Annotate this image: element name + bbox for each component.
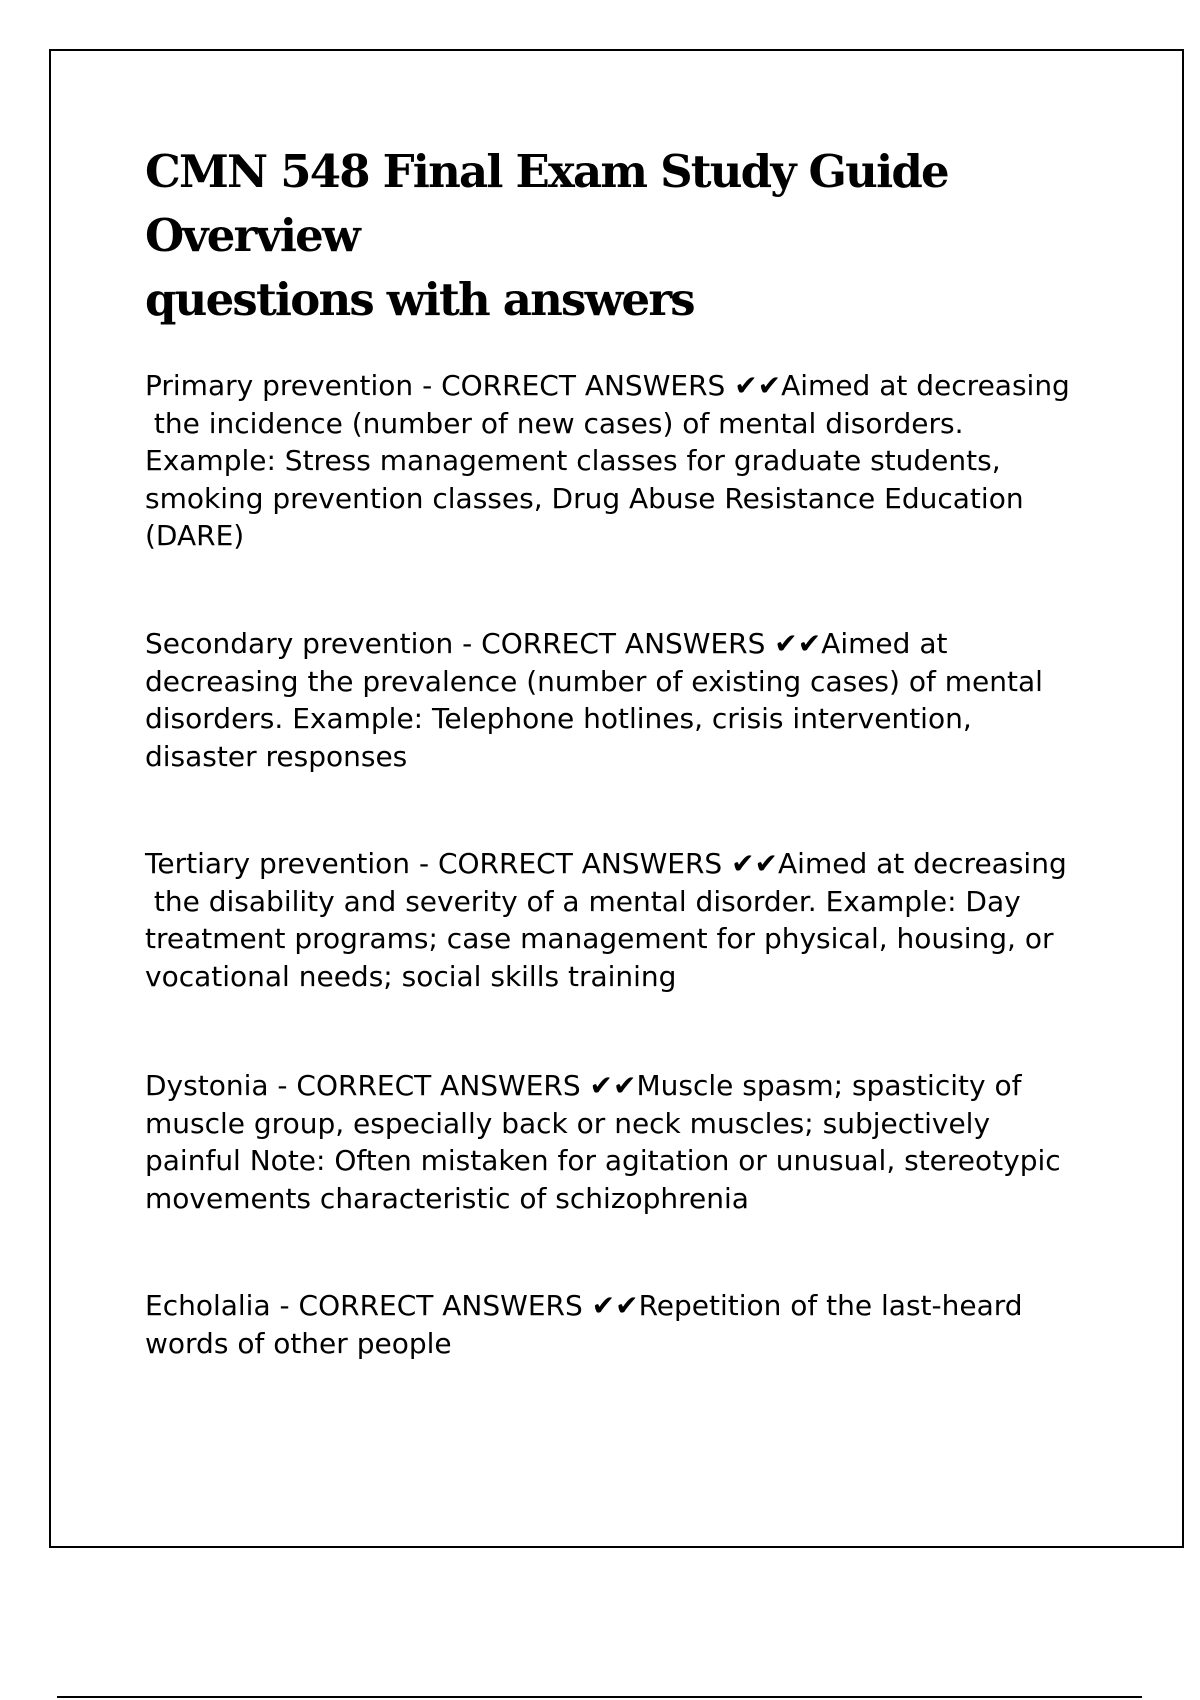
title-line-2: questions with answers (145, 273, 694, 326)
entry-line: words of other people (145, 1326, 452, 1360)
qa-entry-dystonia (145, 1067, 1105, 1217)
entry-line: Primary prevention - CORRECT ANSWERS ✔✔Aimed at decreasing (145, 369, 1070, 402)
document-title (145, 140, 1105, 332)
qa-entry-primary-prevention (145, 367, 1105, 555)
entry-line: treatment programs; case management for physical, housing, or (145, 922, 1054, 955)
footer-divider (57, 1696, 1142, 1698)
entry-line: painful Note: Often mistaken for agitation or unusual, stereotypic (145, 1144, 1061, 1177)
qa-entry-echolalia (145, 1287, 1105, 1362)
entry-line: muscle group, especially back or neck muscles; subjectively (145, 1106, 991, 1140)
entry-line: movements characteristic of schizophrenia (145, 1181, 749, 1215)
entry-line: Tertiary prevention - CORRECT ANSWERS ✔✔Aimed at decreasing (145, 847, 1067, 880)
entry-line: (DARE) (145, 519, 245, 552)
entry-line: vocational needs; social skills training (145, 959, 677, 993)
entry-line: Dystonia - CORRECT ANSWERS ✔✔Muscle spasm; spasticity of (145, 1069, 1022, 1102)
entry-line: the incidence (number of new cases) of mental disorders. (145, 406, 964, 440)
entry-line: Example: Stress management classes for graduate students, (145, 444, 1001, 477)
entry-line: disaster responses (145, 739, 408, 773)
qa-entry-secondary-prevention (145, 625, 1105, 775)
entry-line: Echolalia - CORRECT ANSWERS ✔✔Repetition of the last-heard (145, 1289, 1023, 1322)
entry-line: the disability and severity of a mental disorder. Example: Day (145, 884, 1021, 918)
entry-line: smoking prevention classes, Drug Abuse Resistance Education (145, 481, 1024, 515)
qa-entry-tertiary-prevention (145, 845, 1105, 995)
entry-line: Secondary prevention - CORRECT ANSWERS ✔✔Aimed at (145, 627, 948, 660)
entry-line: disorders. Example: Telephone hotlines, crisis intervention, (145, 702, 972, 735)
entry-line: decreasing the prevalence (number of existing cases) of mental (145, 664, 1043, 698)
title-line-1: CMN 548 Final Exam Study Guide Overview (145, 145, 948, 262)
